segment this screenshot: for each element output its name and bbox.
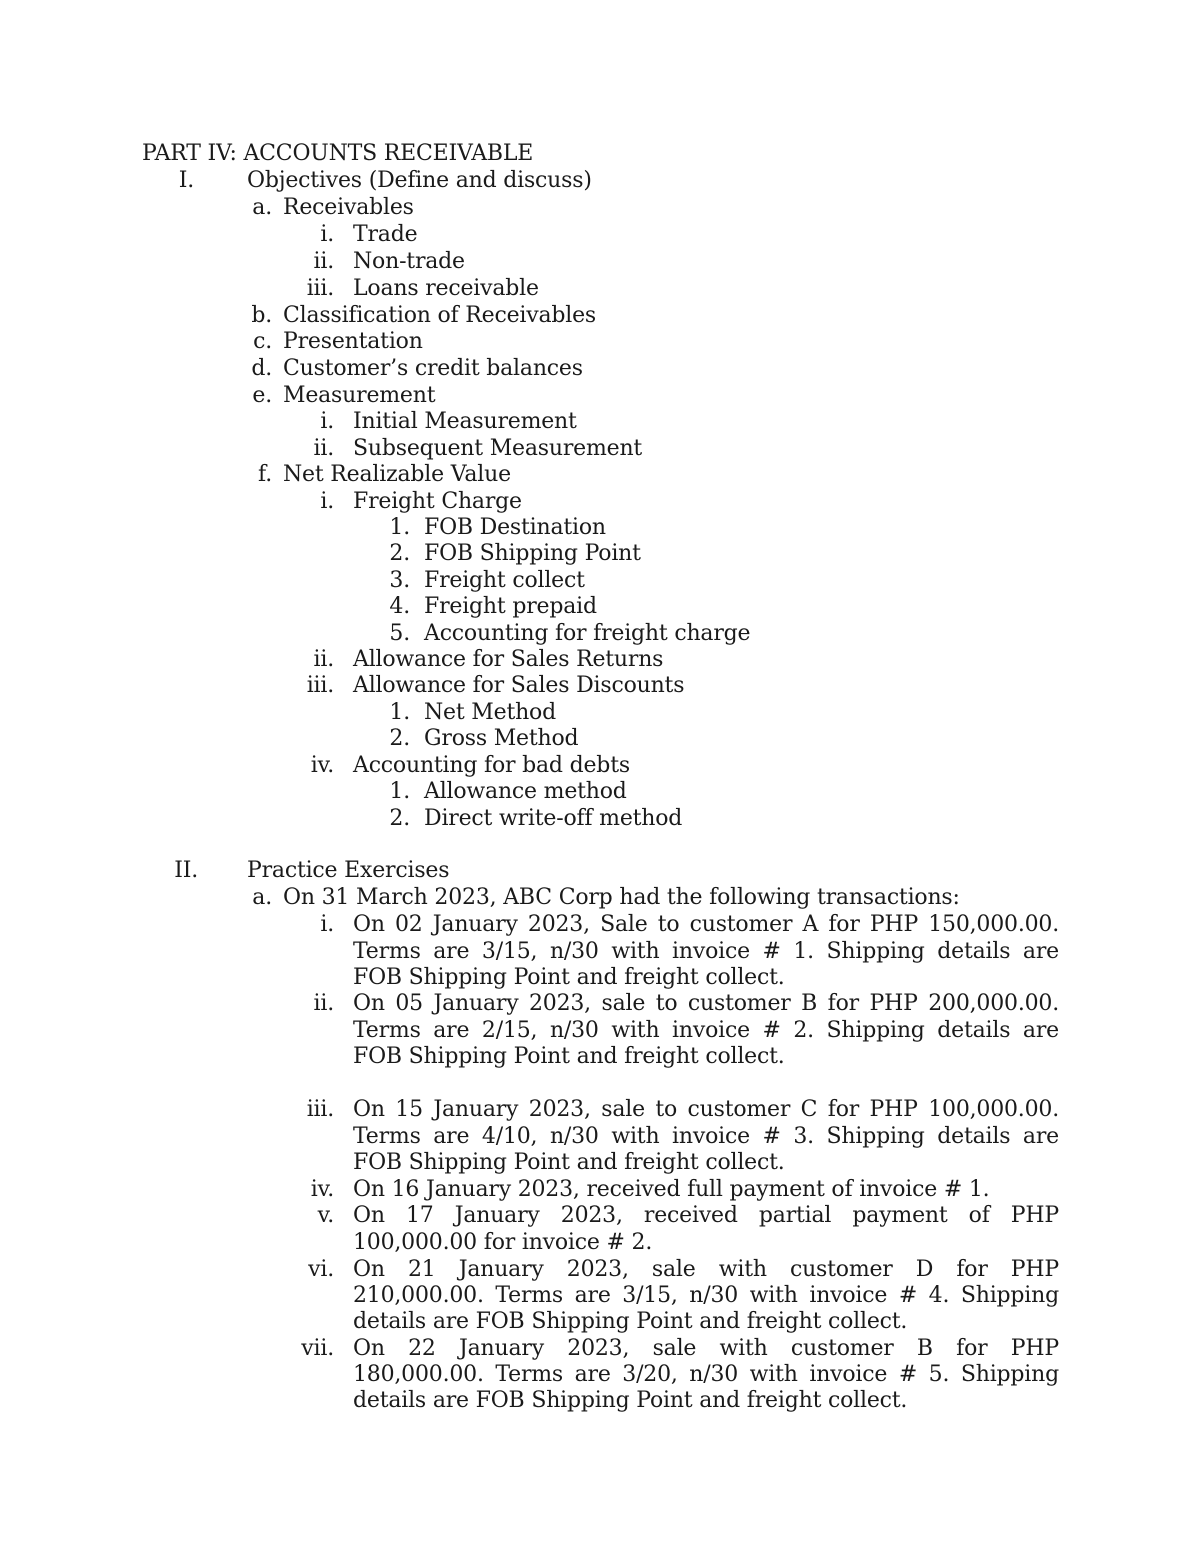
transaction-line: On 05 January 2023, sale to customer B for PHP 200,000.00. [353,991,1059,1016]
transaction-line: 100,000.00 for invoice # 2. [353,1230,653,1255]
list-marker: a. [252,885,272,910]
list-marker: c. [253,329,272,354]
list-marker: 2. [389,726,410,751]
list-marker: 1. [389,779,410,804]
list-item: Freight prepaid [424,594,597,619]
list-marker: b. [251,303,272,328]
list-item: Gross Method [424,726,579,751]
list-item: Net Realizable Value [283,462,511,487]
list-marker: i. [320,409,334,434]
transaction-line: On 17 January 2023, received partial payment of PHP [353,1203,1059,1228]
list-item: Subsequent Measurement [353,436,643,461]
section-marker: II. [174,858,198,883]
list-item: Presentation [283,329,423,354]
list-marker: iii. [306,276,334,301]
list-item: FOB Destination [424,515,606,540]
transaction-line: FOB Shipping Point and freight collect. [353,1150,785,1175]
transaction-line: On 22 January 2023, sale with customer B for PHP [353,1336,1059,1361]
list-marker: ii. [313,436,334,461]
list-item: Receivables [283,195,414,220]
list-item: Direct write-off method [424,806,683,831]
transaction-line: FOB Shipping Point and freight collect. [353,1044,785,1069]
list-marker: i. [320,489,334,514]
list-marker: e. [252,383,272,408]
list-item: Measurement [283,383,436,408]
list-marker: 3. [389,568,410,593]
list-marker: 5. [389,621,410,646]
transaction-line: Terms are 4/10, n/30 with invoice # 3. Shipping details are [353,1124,1059,1149]
transaction-line: FOB Shipping Point and freight collect. [353,965,785,990]
list-item: Customer’s credit balances [283,356,583,381]
list-marker: ii. [313,991,334,1016]
transaction-line: On 02 January 2023, Sale to customer A for PHP 150,000.00. [353,912,1059,937]
list-marker: vii. [301,1336,334,1361]
list-marker: 1. [389,515,410,540]
list-item: Non-trade [353,249,465,274]
list-item: Accounting for freight charge [424,621,751,646]
transaction-line: 180,000.00. Terms are 3/20, n/30 with invoice # 5. Shipping [353,1362,1059,1387]
transaction-line: details are FOB Shipping Point and freight collect. [353,1309,908,1334]
list-marker: iv. [310,1177,334,1202]
list-marker: 2. [389,541,410,566]
list-item: Freight collect [424,568,585,593]
section-title: Practice Exercises [247,858,450,883]
list-marker: 4. [389,594,410,619]
transaction-line: On 21 January 2023, sale with customer D for PHP [353,1257,1059,1282]
list-marker: ii. [313,647,334,672]
list-marker: vi. [308,1257,334,1282]
list-item: Net Method [424,700,556,725]
list-item: Allowance for Sales Discounts [353,673,685,698]
list-marker: 1. [389,700,410,725]
list-marker: iv. [310,753,334,778]
list-item: Accounting for bad debts [353,753,630,778]
list-item: Loans receivable [353,276,539,301]
list-marker: iii. [306,1097,334,1122]
section-title: Objectives (Define and discuss) [247,168,592,193]
list-item: Allowance method [424,779,627,804]
transaction-line: On 15 January 2023, sale to customer C for PHP 100,000.00. [353,1097,1059,1122]
list-item: Initial Measurement [353,409,577,434]
list-item: Freight Charge [353,489,522,514]
list-marker: i. [320,912,334,937]
list-item: Allowance for Sales Returns [353,647,664,672]
list-marker: 2. [389,806,410,831]
transaction-line: details are FOB Shipping Point and freight collect. [353,1388,908,1413]
document-heading: PART IV: ACCOUNTS RECEIVABLE [142,141,534,166]
list-marker: ii. [313,249,334,274]
list-marker: iii. [306,673,334,698]
list-marker: a. [252,195,272,220]
list-marker: d. [251,356,272,381]
transaction-line: Terms are 2/15, n/30 with invoice # 2. Shipping details are [353,1018,1059,1043]
transaction-line: Terms are 3/15, n/30 with invoice # 1. Shipping details are [353,939,1059,964]
list-marker: v. [317,1203,334,1228]
list-item: Trade [353,222,418,247]
section-marker: I. [178,168,194,193]
list-item: FOB Shipping Point [424,541,641,566]
list-marker: i. [320,222,334,247]
list-marker: f. [258,462,272,487]
list-item: Classification of Receivables [283,303,597,328]
list-item: On 31 March 2023, ABC Corp had the following transactions: [283,885,960,910]
transaction-line: 210,000.00. Terms are 3/15, n/30 with invoice # 4. Shipping [353,1283,1059,1308]
transaction-line: On 16 January 2023, received full payment of invoice # 1. [353,1177,990,1202]
